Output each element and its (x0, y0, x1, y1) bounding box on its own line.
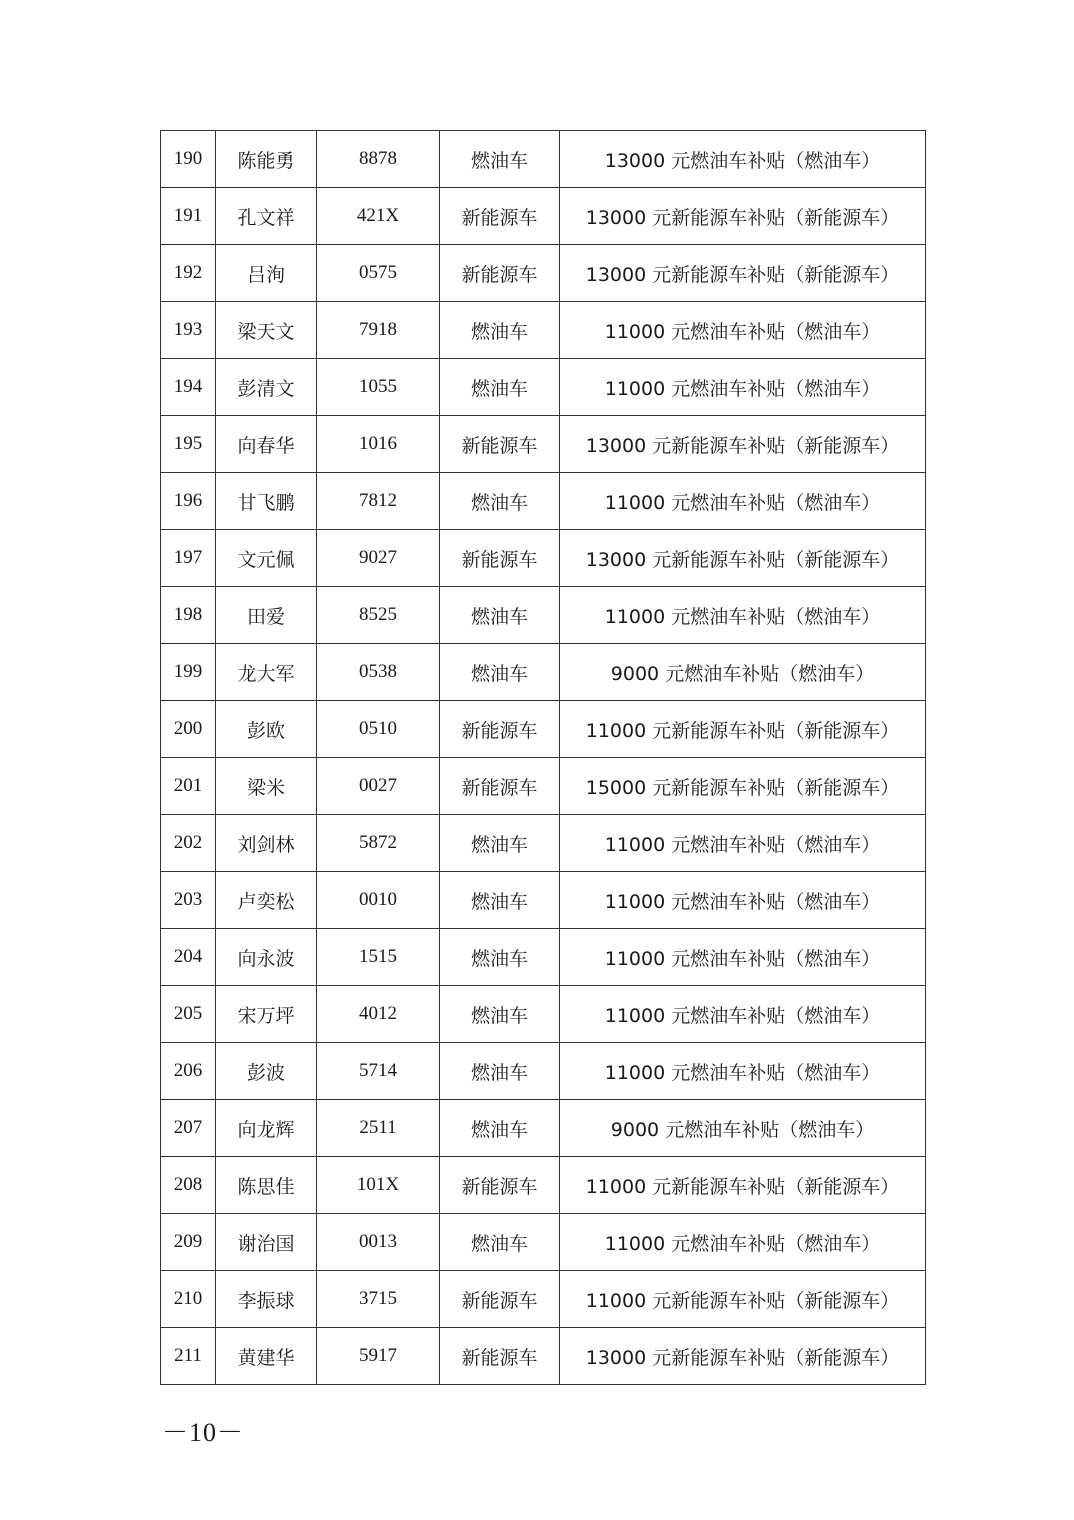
serial-number-cell: 201 (161, 758, 216, 815)
subsidy-amount-cell: 11000 元新能源车补贴（新能源车） (560, 1271, 926, 1328)
applicant-name-cell: 谢治国 (216, 1214, 317, 1271)
applicant-name-cell: 陈能勇 (216, 131, 317, 188)
id-suffix-cell: 0510 (317, 701, 440, 758)
vehicle-type-cell: 燃油车 (440, 929, 560, 986)
serial-number-cell: 198 (161, 587, 216, 644)
vehicle-type-cell: 燃油车 (440, 1043, 560, 1100)
serial-number-cell: 191 (161, 188, 216, 245)
vehicle-type-cell: 燃油车 (440, 872, 560, 929)
vehicle-type-cell: 燃油车 (440, 473, 560, 530)
applicant-name-cell: 黄建华 (216, 1328, 317, 1385)
vehicle-type-cell: 新能源车 (440, 1328, 560, 1385)
vehicle-type-cell: 燃油车 (440, 587, 560, 644)
applicant-name-cell: 彭欧 (216, 701, 317, 758)
subsidy-amount-cell: 13000 元新能源车补贴（新能源车） (560, 416, 926, 473)
page-number: －10－ (162, 1418, 245, 1447)
id-suffix-cell: 8878 (317, 131, 440, 188)
table-row (161, 1328, 926, 1385)
vehicle-type-cell: 新能源车 (440, 245, 560, 302)
id-suffix-cell: 7812 (317, 473, 440, 530)
vehicle-type-cell: 燃油车 (440, 359, 560, 416)
table-row (161, 929, 926, 986)
roster-body (161, 131, 926, 1385)
subsidy-amount-cell: 13000 元新能源车补贴（新能源车） (560, 188, 926, 245)
vehicle-type-cell: 新能源车 (440, 1157, 560, 1214)
vehicle-type-cell: 燃油车 (440, 1100, 560, 1157)
table-row (161, 986, 926, 1043)
id-suffix-cell: 1016 (317, 416, 440, 473)
table-row (161, 1214, 926, 1271)
subsidy-amount-cell: 15000 元新能源车补贴（新能源车） (560, 758, 926, 815)
subsidy-amount-cell: 13000 元新能源车补贴（新能源车） (560, 530, 926, 587)
subsidy-amount-cell: 9000 元燃油车补贴（燃油车） (560, 1100, 926, 1157)
table-row (161, 815, 926, 872)
applicant-name-cell: 向春华 (216, 416, 317, 473)
id-suffix-cell: 3715 (317, 1271, 440, 1328)
serial-number-cell: 208 (161, 1157, 216, 1214)
applicant-name-cell: 彭清文 (216, 359, 317, 416)
applicant-name-cell: 田爱 (216, 587, 317, 644)
serial-number-cell: 192 (161, 245, 216, 302)
serial-number-cell: 194 (161, 359, 216, 416)
serial-number-cell: 205 (161, 986, 216, 1043)
subsidy-amount-cell: 11000 元燃油车补贴（燃油车） (560, 1214, 926, 1271)
applicant-name-cell: 吕洵 (216, 245, 317, 302)
serial-number-cell: 193 (161, 302, 216, 359)
serial-number-cell: 200 (161, 701, 216, 758)
serial-number-cell: 204 (161, 929, 216, 986)
table-row (161, 302, 926, 359)
subsidy-amount-cell: 11000 元燃油车补贴（燃油车） (560, 473, 926, 530)
subsidy-amount-cell: 11000 元燃油车补贴（燃油车） (560, 872, 926, 929)
vehicle-type-cell: 新能源车 (440, 416, 560, 473)
vehicle-type-cell: 燃油车 (440, 302, 560, 359)
table-row (161, 1100, 926, 1157)
subsidy-amount-cell: 11000 元新能源车补贴（新能源车） (560, 1157, 926, 1214)
id-suffix-cell: 5872 (317, 815, 440, 872)
id-suffix-cell: 2511 (317, 1100, 440, 1157)
id-suffix-cell: 8525 (317, 587, 440, 644)
subsidy-amount-cell: 13000 元新能源车补贴（新能源车） (560, 245, 926, 302)
applicant-name-cell: 宋万坪 (216, 986, 317, 1043)
vehicle-type-cell: 新能源车 (440, 1271, 560, 1328)
serial-number-cell: 203 (161, 872, 216, 929)
table-row (161, 872, 926, 929)
table-row (161, 131, 926, 188)
subsidy-amount-cell: 11000 元燃油车补贴（燃油车） (560, 359, 926, 416)
table-row (161, 530, 926, 587)
id-suffix-cell: 101X (317, 1157, 440, 1214)
vehicle-type-cell: 新能源车 (440, 701, 560, 758)
subsidy-amount-cell: 11000 元燃油车补贴（燃油车） (560, 986, 926, 1043)
subsidy-amount-cell: 9000 元燃油车补贴（燃油车） (560, 644, 926, 701)
table-row (161, 644, 926, 701)
id-suffix-cell: 5714 (317, 1043, 440, 1100)
table-row (161, 245, 926, 302)
applicant-name-cell: 文元佩 (216, 530, 317, 587)
id-suffix-cell: 0027 (317, 758, 440, 815)
applicant-name-cell: 梁天文 (216, 302, 317, 359)
subsidy-amount-cell: 13000 元燃油车补贴（燃油车） (560, 131, 926, 188)
vehicle-type-cell: 新能源车 (440, 188, 560, 245)
vehicle-type-cell: 燃油车 (440, 815, 560, 872)
vehicle-type-cell: 燃油车 (440, 1214, 560, 1271)
vehicle-type-cell: 新能源车 (440, 758, 560, 815)
serial-number-cell: 190 (161, 131, 216, 188)
vehicle-type-cell: 新能源车 (440, 530, 560, 587)
vehicle-type-cell: 燃油车 (440, 644, 560, 701)
subsidy-amount-cell: 11000 元燃油车补贴（燃油车） (560, 815, 926, 872)
serial-number-cell: 207 (161, 1100, 216, 1157)
subsidy-amount-cell: 11000 元燃油车补贴（燃油车） (560, 929, 926, 986)
applicant-name-cell: 孔文祥 (216, 188, 317, 245)
serial-number-cell: 206 (161, 1043, 216, 1100)
applicant-name-cell: 陈思佳 (216, 1157, 317, 1214)
id-suffix-cell: 0013 (317, 1214, 440, 1271)
subsidy-roster-table (160, 130, 926, 1385)
applicant-name-cell: 龙大军 (216, 644, 317, 701)
table-row (161, 416, 926, 473)
serial-number-cell: 199 (161, 644, 216, 701)
table-row (161, 1157, 926, 1214)
id-suffix-cell: 1515 (317, 929, 440, 986)
applicant-name-cell: 甘飞鹏 (216, 473, 317, 530)
subsidy-amount-cell: 11000 元燃油车补贴（燃油车） (560, 587, 926, 644)
id-suffix-cell: 9027 (317, 530, 440, 587)
id-suffix-cell: 1055 (317, 359, 440, 416)
id-suffix-cell: 5917 (317, 1328, 440, 1385)
table-row (161, 701, 926, 758)
id-suffix-cell: 0538 (317, 644, 440, 701)
applicant-name-cell: 向永波 (216, 929, 317, 986)
serial-number-cell: 210 (161, 1271, 216, 1328)
applicant-name-cell: 李振球 (216, 1271, 317, 1328)
table-row (161, 188, 926, 245)
id-suffix-cell: 0575 (317, 245, 440, 302)
id-suffix-cell: 7918 (317, 302, 440, 359)
subsidy-amount-cell: 11000 元燃油车补贴（燃油车） (560, 302, 926, 359)
serial-number-cell: 195 (161, 416, 216, 473)
table-row (161, 758, 926, 815)
serial-number-cell: 202 (161, 815, 216, 872)
subsidy-amount-cell: 13000 元新能源车补贴（新能源车） (560, 1328, 926, 1385)
id-suffix-cell: 0010 (317, 872, 440, 929)
serial-number-cell: 197 (161, 530, 216, 587)
table-row (161, 1271, 926, 1328)
applicant-name-cell: 彭波 (216, 1043, 317, 1100)
table-row (161, 1043, 926, 1100)
subsidy-amount-cell: 11000 元新能源车补贴（新能源车） (560, 701, 926, 758)
applicant-name-cell: 卢奕松 (216, 872, 317, 929)
table-row (161, 587, 926, 644)
id-suffix-cell: 4012 (317, 986, 440, 1043)
vehicle-type-cell: 燃油车 (440, 986, 560, 1043)
serial-number-cell: 209 (161, 1214, 216, 1271)
subsidy-amount-cell: 11000 元燃油车补贴（燃油车） (560, 1043, 926, 1100)
table-row (161, 359, 926, 416)
applicant-name-cell: 向龙辉 (216, 1100, 317, 1157)
serial-number-cell: 211 (161, 1328, 216, 1385)
serial-number-cell: 196 (161, 473, 216, 530)
applicant-name-cell: 梁米 (216, 758, 317, 815)
vehicle-type-cell: 燃油车 (440, 131, 560, 188)
applicant-name-cell: 刘剑林 (216, 815, 317, 872)
table-row (161, 473, 926, 530)
id-suffix-cell: 421X (317, 188, 440, 245)
